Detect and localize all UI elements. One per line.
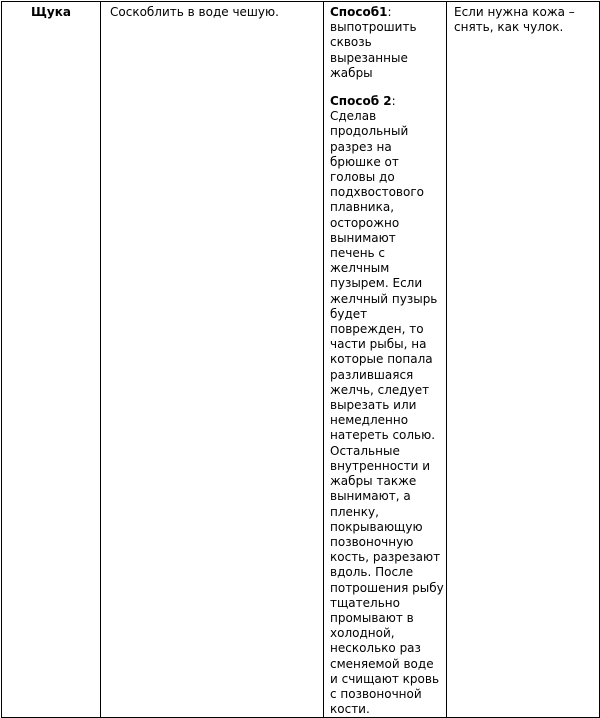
- method-2-text: Сделав продольный разрез на брюшке от головы до подхвостового плавника, осторожно вынимают печень с желчным пузырем. Если желчный пузырь будет поврежден, то части рыбы, на которые попала разлившаяся желчь, следует вырезать или немедленно натереть солью. Остальные внутренности и жабры также вынимают, а пленку, покрывающую позвоночную кость, разрезают вдоль. После потрошения рыбу тщательно промывают в холодной, несколько раз сменяемой воде и счищают кровь с позвоночной кости.: [330, 109, 444, 717]
- method-1-text: выпотрошить сквозь вырезанные жабры: [330, 20, 417, 80]
- skin-cell: [447, 2, 600, 718]
- gutting-cell: [324, 2, 447, 718]
- method-2-separator: :: [391, 94, 396, 109]
- method-2-label: Способ 2: [330, 94, 392, 109]
- method-1-label: Способ1: [330, 5, 388, 19]
- cleaning-instruction: Соскоблить в воде чешую.: [110, 5, 279, 19]
- skin-note: Если нужна кожа – снять, как чулок.: [454, 5, 575, 35]
- gutting-method-2: [324, 91, 446, 717]
- fish-processing-table: [1, 1, 600, 718]
- cleaning-cell: [101, 2, 324, 718]
- fish-name: Щука: [31, 5, 71, 19]
- method-1-separator: :: [387, 5, 392, 19]
- table-row: [2, 2, 600, 718]
- gutting-method-1: [324, 2, 446, 81]
- fish-name-cell: [2, 2, 101, 718]
